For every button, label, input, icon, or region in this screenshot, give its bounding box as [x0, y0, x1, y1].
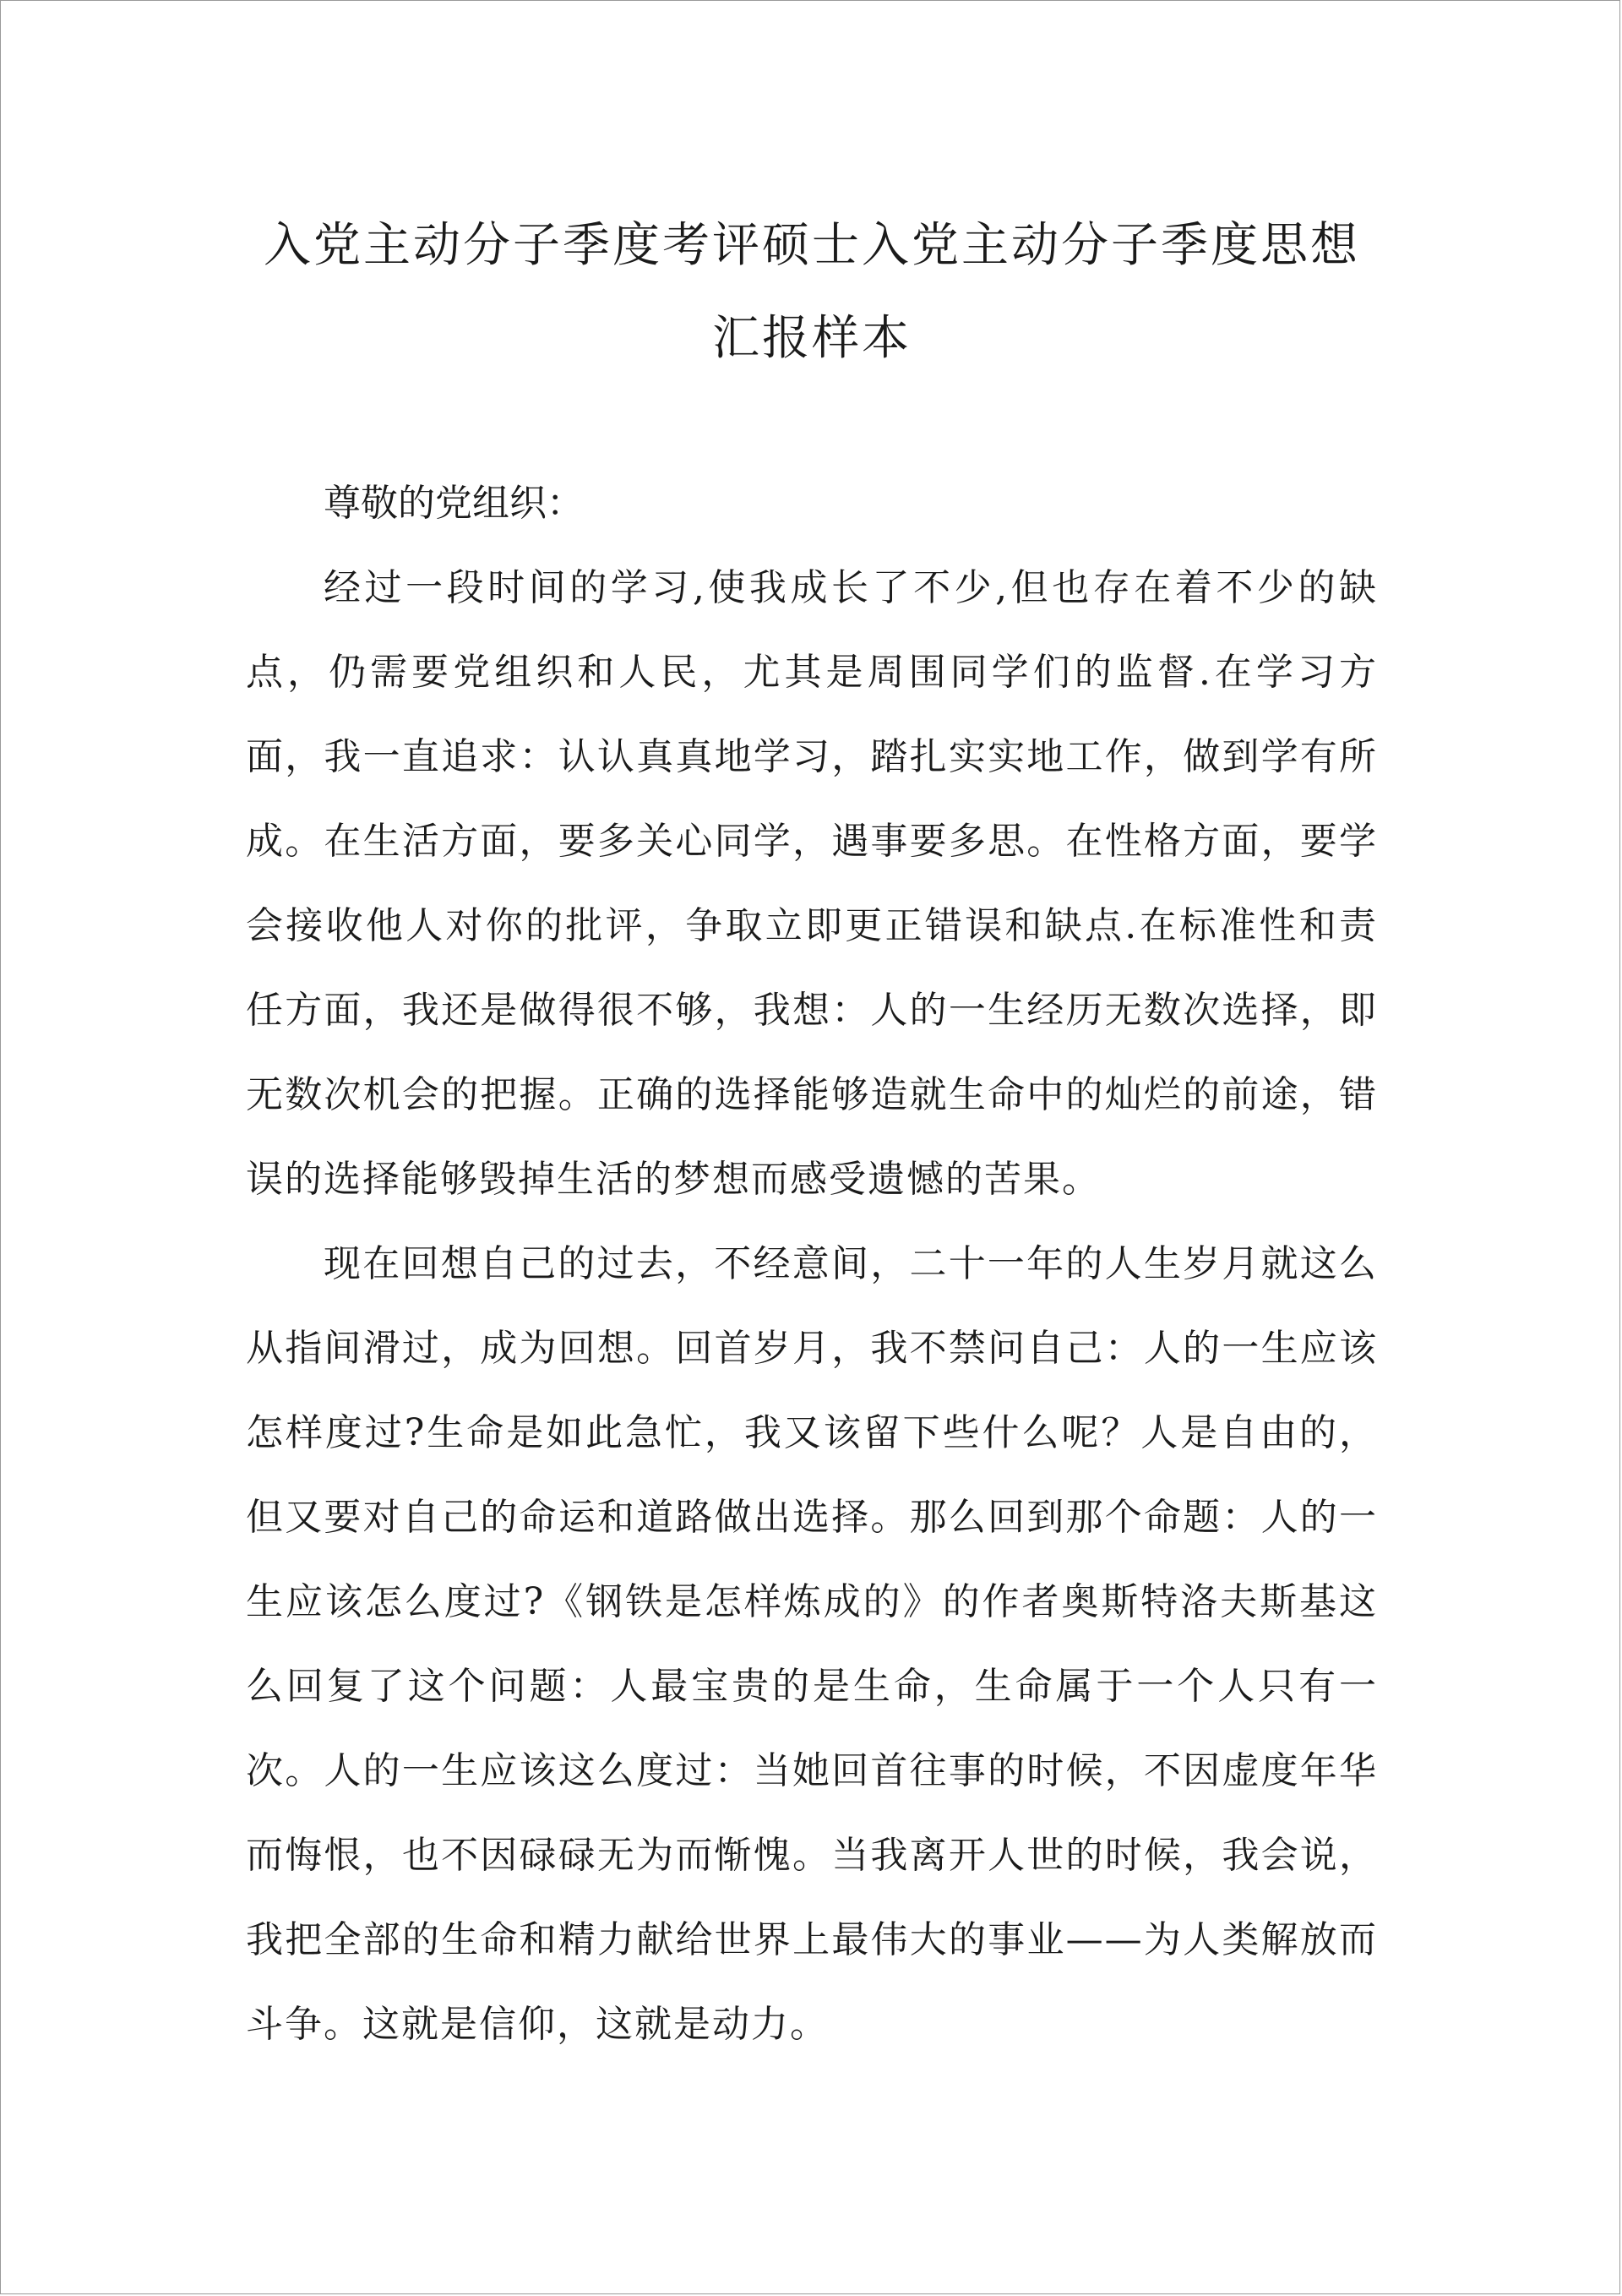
paragraph-1: 经过一段时间的学习,使我成长了不少,但也存在着不少的缺点，仍需要党组织和人民，尤其是周围同学们的监督.在学习方面，我一直追求：认认真真地学习，踏扎实实地工作，做到学有所成。在生活方面，要多关心同学，遇事要多思。在性格方面，要学会接收他人对你的批评，争取立即更正错误和缺点.在标准性和责任方面，我还是做得很不够，我想：人的一生经历无数次选择，即无数次机会的把握。正确的选择能够造就生命中的灿烂的前途，错误的选择能够毁掉生活的梦想而感受遗憾的苦果。 — [246, 566, 1378, 1201]
title-line-1: 入党主动分子季度考评硕士入党主动分子季度思想 — [264, 218, 1360, 273]
title-line-2: 汇报样本 — [712, 311, 912, 366]
greeting: 尊敬的党组织： — [324, 482, 584, 525]
document-title — [254, 199, 1369, 385]
document-body — [246, 461, 1378, 2067]
paragraph-2: 现在回想自己的过去，不经意间，二十一年的人生岁月就这么从指间滑过，成为回想。回首岁月，我不禁问自己：人的一生应该怎样度过?生命是如此急忙，我又该留下些什么呢？人是自由的，但又要对自己的命运和道路做出选择。那么回到那个命题：人的一生应该怎么度过?《钢铁是怎样炼成的》的作者奥斯特洛夫斯基这么回复了这个问题：人最宝贵的是生命，生命属于一个人只有一次。人的一生应该这么度过：当她回首往事的时候，不因虚度年华而悔恨，也不因碌碌无为而惭愧。当我离开人世的时候，我会说，我把全部的生命和精力献给世界上最伟大的事业——为人类解放而斗争。这就是信仰，这就是动力。 — [246, 1242, 1378, 2046]
